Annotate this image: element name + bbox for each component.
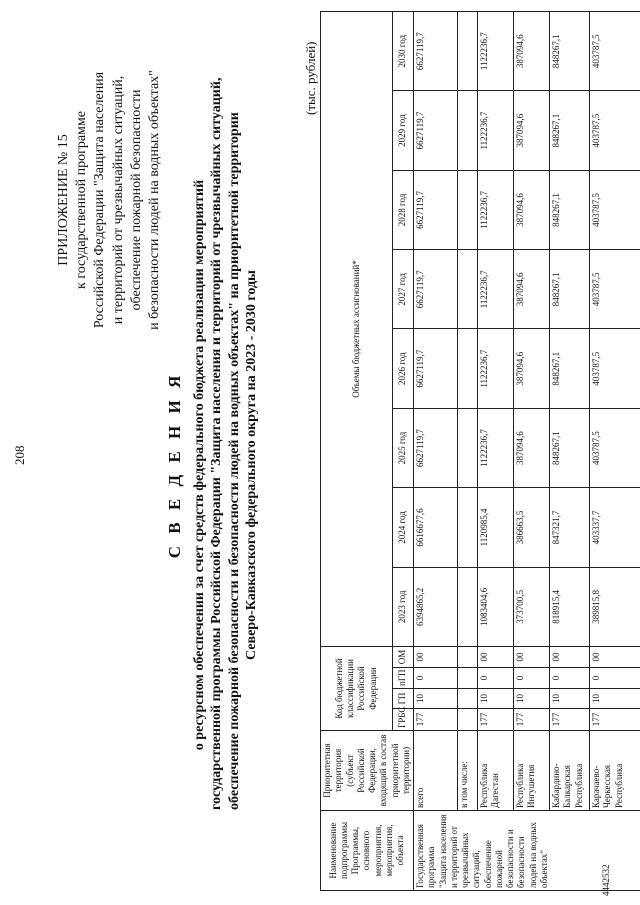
code-cell: [458, 647, 478, 668]
header-year: 2026 год: [392, 329, 413, 408]
value-cell: 403787,5: [590, 250, 640, 329]
document-heading: [165, 77, 260, 810]
code-cell: 00: [514, 647, 550, 668]
appendix-line: к государственной программе: [74, 111, 90, 289]
heading-line: обеспечение пожарной безопасности и безопасности людей на водных объектах" на приоритетной территории: [226, 112, 242, 810]
unit-label: (тыс. рублей): [303, 41, 318, 115]
value-cell: 848267,1: [550, 12, 590, 91]
value-cell: 1122236,7: [478, 329, 514, 408]
code-cell: [458, 668, 478, 689]
code-cell: [458, 689, 478, 709]
value-cell: 6627119,7: [414, 250, 458, 329]
value-cell: 403337,7: [590, 488, 640, 567]
value-cell: 6627119,7: [414, 170, 458, 249]
value-cell: 403787,5: [590, 91, 640, 170]
header-name: Наименование подпрограммы Программы, основного мероприятия, мероприятия, объекта: [321, 811, 414, 891]
value-cell: 6627119,7: [414, 91, 458, 170]
code-cell: 177: [478, 709, 514, 731]
header-volumes-group: Объемы бюджетных ассигнований*: [321, 12, 393, 647]
code-cell: 10: [514, 689, 550, 709]
appendix-line: Российской Федерации "Защита населения: [92, 71, 108, 329]
header-code-pgp: пГП: [392, 668, 413, 689]
value-cell: [458, 91, 478, 170]
territory-cell: Республика Ингушетия: [514, 731, 550, 811]
value-cell: 6627119,7: [414, 329, 458, 408]
code-cell: 10: [478, 689, 514, 709]
code-cell: 00: [590, 647, 640, 668]
value-cell: 1122236,7: [478, 250, 514, 329]
value-cell: [458, 567, 478, 646]
table-row: [478, 12, 514, 891]
table-row: [550, 12, 590, 891]
appendix-line: и безопасности людей на водных объектах": [146, 70, 162, 330]
value-cell: 387094,6: [514, 170, 550, 249]
value-cell: 6627119,7: [414, 12, 458, 91]
code-cell: 177: [514, 709, 550, 731]
value-cell: 386663,5: [514, 488, 550, 567]
code-cell: 0: [590, 668, 640, 689]
value-cell: 387094,6: [514, 250, 550, 329]
header-year: 2027 год: [392, 250, 413, 329]
program-name-cell: Государственная программа "Защита населения и территорий от чрезвычайных ситуаций, обеспечение пожарной безопасности и безопасности людей на водных объектах": [414, 811, 640, 891]
value-cell: 6616677,6: [414, 488, 458, 567]
code-cell: 0: [414, 668, 458, 689]
table-row: [414, 12, 458, 891]
heading-line: о ресурсном обеспечении за счет средств федерального бюджета реализации мероприятий: [192, 179, 207, 751]
value-cell: 6394865,2: [414, 567, 458, 646]
value-cell: 1122236,7: [478, 12, 514, 91]
header-code-grbs: ГРБС: [392, 709, 413, 731]
code-cell: 10: [550, 689, 590, 709]
appendix-line: обеспечение пожарной безопасности: [128, 89, 144, 311]
code-cell: 0: [514, 668, 550, 689]
value-cell: [458, 488, 478, 567]
header-code-om: ОМ: [392, 647, 413, 668]
code-cell: 177: [414, 709, 458, 731]
value-cell: 6627119,7: [414, 408, 458, 487]
table-header-row: [321, 12, 393, 891]
appendix-line: и территорий от чрезвычайных ситуаций,: [110, 75, 126, 325]
value-cell: [458, 12, 478, 91]
value-cell: 1083404,6: [478, 567, 514, 646]
table-row: [590, 12, 640, 891]
header-year: 2025 год: [392, 408, 413, 487]
heading-title: С В Е Д Е Н И Я: [165, 371, 184, 559]
code-cell: 0: [550, 668, 590, 689]
value-cell: 848267,1: [550, 329, 590, 408]
code-cell: 00: [550, 647, 590, 668]
value-cell: [458, 250, 478, 329]
header-year: 2024 год: [392, 488, 413, 567]
document-id: 4442532: [601, 864, 611, 896]
code-cell: 0: [478, 668, 514, 689]
header-year: 2030 год: [392, 12, 413, 91]
value-cell: 848267,1: [550, 408, 590, 487]
appendix-title: ПРИЛОЖЕНИЕ № 15: [56, 134, 71, 266]
value-cell: 848267,1: [550, 91, 590, 170]
header-year: 2028 год: [392, 170, 413, 249]
territory-cell: всего: [414, 731, 458, 811]
value-cell: 387094,6: [514, 12, 550, 91]
value-cell: 848267,1: [550, 170, 590, 249]
code-cell: 10: [414, 689, 458, 709]
header-year: 2023 год: [392, 567, 413, 646]
table-row: [514, 12, 550, 891]
value-cell: 403787,5: [590, 329, 640, 408]
resource-table: [320, 11, 640, 891]
value-cell: 847321,7: [550, 488, 590, 567]
value-cell: 387094,6: [514, 91, 550, 170]
value-cell: 373700,5: [514, 567, 550, 646]
value-cell: 387094,6: [514, 408, 550, 487]
code-cell: 00: [414, 647, 458, 668]
territory-cell: Республика Дагестан: [478, 731, 514, 811]
value-cell: 1122236,7: [478, 170, 514, 249]
code-cell: 10: [590, 689, 640, 709]
heading-line: Северо-Кавказского федерального округа на 2023 - 2030 годы: [244, 270, 260, 660]
header-territory: Приоритетная территория (субъект Российской Федерации, входящий в состав приоритетной территории): [321, 731, 414, 811]
table-row: [458, 12, 478, 891]
value-cell: 403787,5: [590, 12, 640, 91]
page-number: 208: [12, 445, 27, 465]
value-cell: 1122236,7: [478, 91, 514, 170]
territory-cell: в том числе:: [458, 731, 478, 811]
value-cell: [458, 329, 478, 408]
header-code-gp: ГП: [392, 689, 413, 709]
value-cell: 1120985,4: [478, 488, 514, 567]
value-cell: 403787,5: [590, 408, 640, 487]
heading-line: государственной программы Российской Федерации "Защита населения и территорий от чрезвычайных ситуаций,: [209, 77, 225, 810]
value-cell: 389815,8: [590, 567, 640, 646]
territory-cell: Карачаево-Черкесская Республика: [590, 731, 640, 811]
header-code-group: Код бюджетной классификации Российской Федерации: [321, 647, 393, 731]
code-cell: [458, 709, 478, 731]
value-cell: 1122236,7: [478, 408, 514, 487]
value-cell: [458, 408, 478, 487]
code-cell: 177: [590, 709, 640, 731]
value-cell: 818915,4: [550, 567, 590, 646]
code-cell: 177: [550, 709, 590, 731]
appendix-block: [55, 15, 164, 385]
territory-cell: Кабардино-Балкарская Республика: [550, 731, 590, 811]
header-year: 2029 год: [392, 91, 413, 170]
value-cell: [458, 170, 478, 249]
value-cell: 387094,6: [514, 329, 550, 408]
value-cell: 403787,5: [590, 170, 640, 249]
code-cell: 00: [478, 647, 514, 668]
value-cell: 848267,1: [550, 250, 590, 329]
